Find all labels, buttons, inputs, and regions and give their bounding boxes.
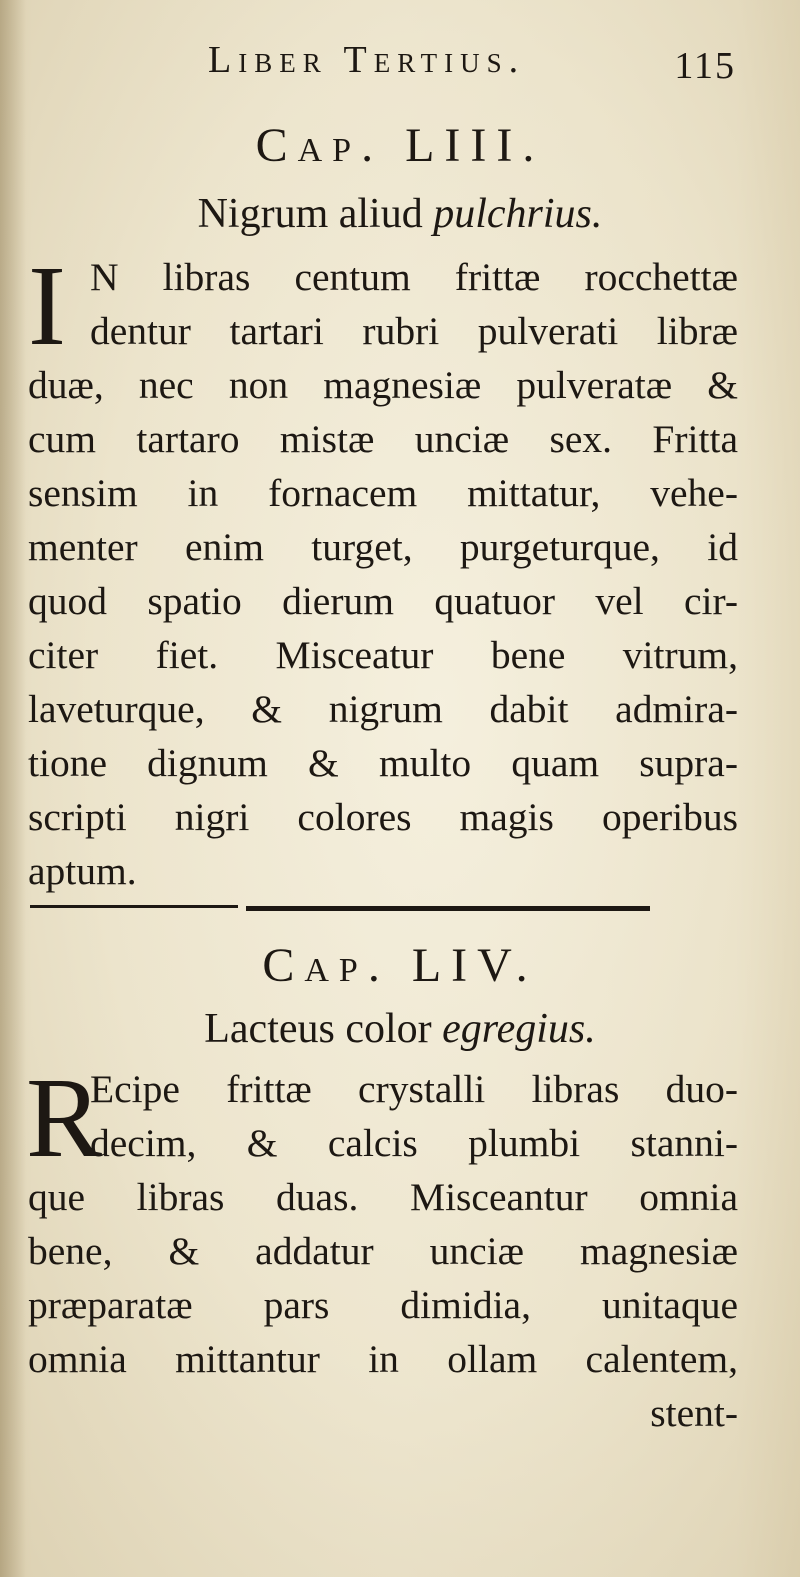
chapter-title-54	[0, 1005, 800, 1053]
separator-rule-left	[30, 905, 238, 908]
text-line: citer fiet. Misceatur bene vitrum,	[28, 633, 738, 677]
chapter-title-54-plain: Lacteus color	[204, 1006, 443, 1052]
chapter-heading-53: Cap. LIII.	[255, 119, 545, 172]
text-line: præparatæ pars dimidia, unitaque	[28, 1283, 738, 1327]
text-line: sensim in fornacem mittatur, vehe-	[28, 471, 738, 515]
chapter-54-text	[26, 1054, 738, 1440]
chapter-title-54-italic: egregius.	[442, 1006, 596, 1052]
separator-rule-right	[246, 906, 650, 911]
drop-cap-i: I	[28, 242, 66, 369]
chapter-title-53-plain: Nigrum aliud	[197, 191, 434, 237]
text-line: Ecipe frittæ crystalli libras duo-	[90, 1067, 738, 1111]
text-line: duæ, nec non magnesiæ pulveratæ &	[28, 363, 738, 407]
drop-cap-r: R	[26, 1054, 103, 1181]
text-line: menter enim turget, purgeturque, id	[28, 525, 738, 569]
text-line: omnia mittantur in ollam calentem,	[28, 1337, 738, 1381]
text-line: dentur tartari rubri pulverati libræ	[90, 309, 738, 353]
chapter-heading-54: Cap. LIV.	[262, 939, 538, 992]
text-line: laveturque, & nigrum dabit admira-	[28, 687, 738, 731]
chapter-title-53	[0, 190, 800, 238]
catchword: stent-	[650, 1391, 738, 1435]
text-line: aptum.	[28, 849, 137, 893]
chapter-53-text	[28, 242, 738, 898]
text-line: cum tartaro mistæ unciæ sex. Fritta	[28, 417, 738, 461]
text-line: decim, & calcis plumbi stanni-	[90, 1121, 738, 1165]
text-line: tione dignum & multo quam supra-	[28, 741, 738, 785]
text-line: bene, & addatur unciæ magnesiæ	[28, 1229, 738, 1273]
text-line: N libras centum frittæ rocchettæ	[90, 255, 738, 299]
chapter-title-53-italic: pulchrius.	[433, 191, 603, 237]
text-line: quod spatio dierum quatuor vel cir-	[28, 579, 738, 623]
text-line: scripti nigri colores magis operibus	[28, 795, 738, 839]
page-number: 115	[674, 45, 736, 87]
text-line: que libras duas. Misceantur omnia	[28, 1175, 738, 1219]
running-title: Liber Tertius.	[208, 39, 526, 81]
